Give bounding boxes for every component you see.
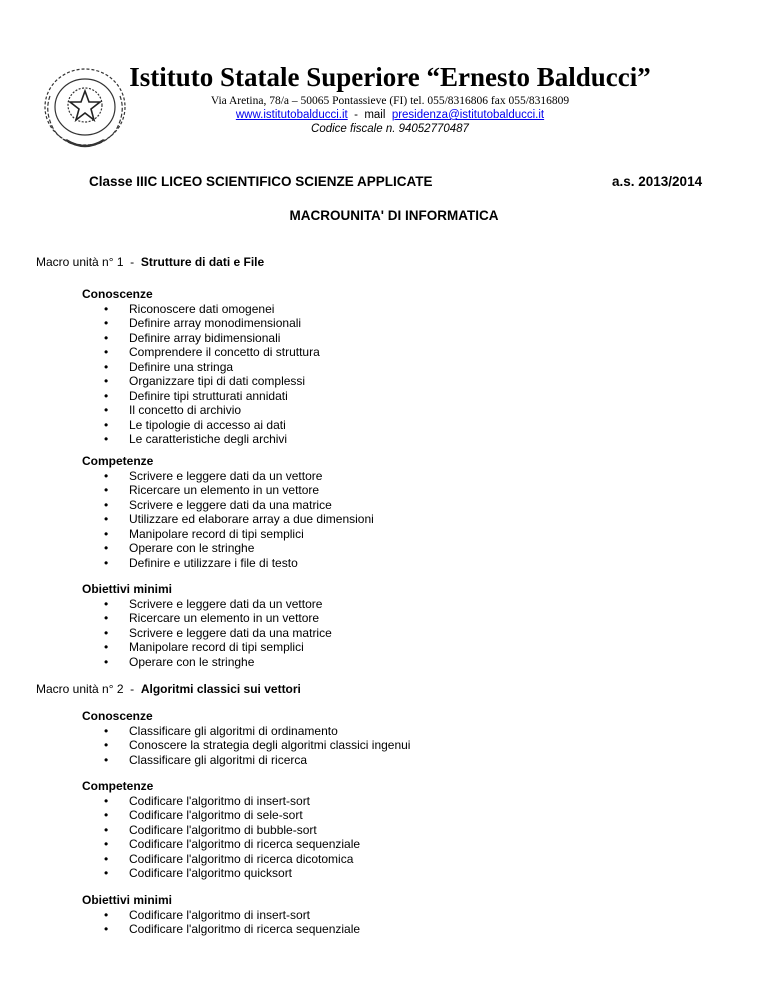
institute-name: Istituto Statale Superiore “Ernesto Balducci” xyxy=(129,62,651,92)
unit-2-conoscenze xyxy=(82,709,410,767)
section-heading: Competenze xyxy=(82,779,154,793)
list-item: • Conoscere la strategia degli algoritmi classici ingenui xyxy=(82,738,410,753)
unit-2-heading xyxy=(36,682,301,696)
section-heading: Obiettivi minimi xyxy=(82,582,173,596)
unit-name: Algoritmi classici sui vettori xyxy=(140,682,301,696)
list-item: • Codificare l'algoritmo di bubble-sort xyxy=(82,823,360,838)
list-item: • Codificare l'algoritmo di sele-sort xyxy=(82,808,360,823)
list-item: • Codificare l'algoritmo di ricerca dicotomica xyxy=(82,852,360,867)
list-item: • Codificare l'algoritmo di ricerca sequenziale xyxy=(82,837,360,852)
email-link[interactable]: presidenza@istitutobalducci.it xyxy=(391,109,545,121)
document-title: MACROUNITA' DI INFORMATICA xyxy=(289,208,499,223)
unit-1-conoscenze xyxy=(82,287,320,447)
section-heading: Conoscenze xyxy=(82,709,153,723)
unit-1-obiettivi-minimi xyxy=(82,582,332,669)
list-item: • Codificare l'algoritmo quicksort xyxy=(82,866,360,881)
list-item: • Manipolare record di tipi semplici xyxy=(82,527,374,542)
list-item: • Comprendere il concetto di struttura xyxy=(82,345,320,360)
school-year: a.s. 2013/2014 xyxy=(612,174,703,189)
list-item: • Operare con le stringhe xyxy=(82,541,374,556)
contact-links xyxy=(0,109,768,121)
list-item: • Codificare l'algoritmo di insert-sort xyxy=(82,794,360,809)
list-item: • Organizzare tipi di dati complessi xyxy=(82,374,320,389)
list-item: • Codificare l'algoritmo di ricerca sequenziale xyxy=(82,922,360,937)
unit-name: Strutture di dati e File xyxy=(140,255,265,269)
list-item: • Classificare gli algoritmi di ordinamento xyxy=(82,724,410,739)
list-item: • Ricercare un elemento in un vettore xyxy=(82,483,374,498)
mail-label: - mail xyxy=(347,109,392,121)
list-item: • Le caratteristiche degli archivi xyxy=(82,432,320,447)
unit-prefix: Macro unità n° 2 - xyxy=(36,682,141,696)
list-item: • Ricercare un elemento in un vettore xyxy=(82,611,332,626)
list-item: • Scrivere e leggere dati da un vettore xyxy=(82,469,374,484)
list-item: • Riconoscere dati omogenei xyxy=(82,302,320,317)
list-item: • Il concetto di archivio xyxy=(82,403,320,418)
section-heading: Conoscenze xyxy=(82,287,153,301)
list-item: • Definire una stringa xyxy=(82,360,320,375)
list-item: • Scrivere e leggere dati da un vettore xyxy=(82,597,332,612)
list-item: • Definire array bidimensionali xyxy=(82,331,320,346)
list-item: • Definire array monodimensionali xyxy=(82,316,320,331)
section-heading: Obiettivi minimi xyxy=(82,893,173,907)
list-item: • Classificare gli algoritmi di ricerca xyxy=(82,753,410,768)
fiscal-code: Codice fiscale n. 94052770487 xyxy=(311,123,469,135)
unit-1-heading xyxy=(36,255,264,269)
class-name: Classe IIIC LICEO SCIENTIFICO SCIENZE APPLICATE xyxy=(89,174,433,189)
unit-2-competenze xyxy=(82,779,360,881)
list-item: • Utilizzare ed elaborare array a due dimensioni xyxy=(82,512,374,527)
section-heading: Competenze xyxy=(82,454,154,468)
list-item: • Manipolare record di tipi semplici xyxy=(82,640,332,655)
list-item: • Codificare l'algoritmo di insert-sort xyxy=(82,908,360,923)
website-link[interactable]: www.istitutobalducci.it xyxy=(235,109,348,121)
list-item: • Le tipologie di accesso ai dati xyxy=(82,418,320,433)
list-item: • Scrivere e leggere dati da una matrice xyxy=(82,626,332,641)
list-item: • Definire tipi strutturati annidati xyxy=(82,389,320,404)
institute-address: Via Aretina, 78/a – 50065 Pontassieve (FI) tel. 055/8316806 fax 055/8316809 xyxy=(210,95,570,107)
unit-2-obiettivi-minimi xyxy=(82,893,360,937)
list-item: • Definire e utilizzare i file di testo xyxy=(82,556,374,571)
list-item: • Scrivere e leggere dati da una matrice xyxy=(82,498,374,513)
unit-1-competenze xyxy=(82,454,374,570)
list-item: • Operare con le stringhe xyxy=(82,655,332,670)
unit-prefix: Macro unità n° 1 - xyxy=(36,255,141,269)
